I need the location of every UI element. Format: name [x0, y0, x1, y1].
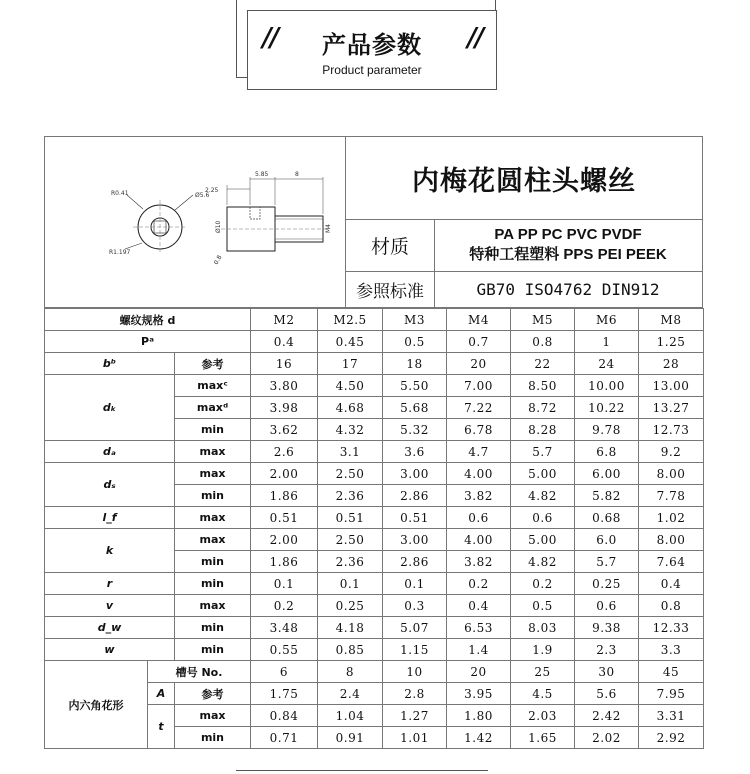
table-cell: 1.86	[251, 485, 318, 507]
table-cell: 12.33	[639, 617, 704, 639]
table-cell: 0.6	[511, 507, 575, 529]
table-row	[45, 617, 704, 639]
material-label: 材质	[346, 219, 435, 272]
table-cell: 2.42	[575, 705, 639, 727]
table-cell: 0.4	[447, 595, 511, 617]
dim-585: 5.85	[255, 171, 269, 178]
table-row	[45, 331, 704, 353]
table-cell: 1.04	[318, 705, 383, 727]
table-cell: 13.27	[639, 397, 704, 419]
row-sublabel: max	[175, 595, 251, 617]
table-cell: 2.3	[575, 639, 639, 661]
row-label: Pᵃ	[45, 331, 251, 353]
table-cell: 0.2	[511, 573, 575, 595]
table-cell: 3.82	[447, 485, 511, 507]
table-cell: 0.84	[251, 705, 318, 727]
row-sublabel: max	[175, 507, 251, 529]
table-cell: 30	[575, 661, 639, 683]
table-row	[45, 507, 704, 529]
row-sublabel: min	[175, 639, 251, 661]
table-cell: 7.95	[639, 683, 704, 705]
row-sublabel: min	[175, 617, 251, 639]
table-cell: 6.53	[447, 617, 511, 639]
table-cell: 5.32	[383, 419, 447, 441]
table-cell: 10	[383, 661, 447, 683]
table-cell: 4.82	[511, 485, 575, 507]
row-label: w	[45, 639, 175, 661]
table-cell: 2.50	[318, 463, 383, 485]
table-cell: 1.4	[447, 639, 511, 661]
table-cell: 0.85	[318, 639, 383, 661]
table-cell: 1.9	[511, 639, 575, 661]
table-cell: 1.80	[447, 705, 511, 727]
next-section-frame	[236, 770, 488, 774]
table-cell: 5.07	[383, 617, 447, 639]
table-cell: 2.92	[639, 727, 704, 749]
table-cell: 1.02	[639, 507, 704, 529]
table-cell: 0.8	[511, 331, 575, 353]
table-cell: 20	[447, 661, 511, 683]
table-cell: 4.50	[318, 375, 383, 397]
table-cell: 0.68	[575, 507, 639, 529]
table-cell: 3.3	[639, 639, 704, 661]
table-cell: 28	[639, 353, 704, 375]
row-label: bᵇ	[45, 353, 175, 375]
standard-label: 参照标准	[346, 271, 435, 307]
row-label: A	[148, 683, 175, 705]
header-slash-left: //	[262, 23, 277, 53]
dim-d10: Ø10	[215, 220, 222, 233]
table-cell: 0.91	[318, 727, 383, 749]
table-cell: 2.8	[383, 683, 447, 705]
table-cell: 1.75	[251, 683, 318, 705]
table-cell: 7.78	[639, 485, 704, 507]
row-sublabel: maxᵈ	[175, 397, 251, 419]
table-cell: 0.7	[447, 331, 511, 353]
table-cell: 0.1	[383, 573, 447, 595]
table-cell: 3.62	[251, 419, 318, 441]
table-cell: 1.65	[511, 727, 575, 749]
table-cell: 2.00	[251, 463, 318, 485]
table-cell: 9.2	[639, 441, 704, 463]
row-sublabel: min	[175, 419, 251, 441]
table-cell: 2.86	[383, 485, 447, 507]
table-cell: M2.5	[318, 309, 383, 331]
row-sublabel: max	[175, 529, 251, 551]
table-cell: 2.03	[511, 705, 575, 727]
dim-r041: R0.41	[111, 190, 129, 197]
dim-225: 2.25	[205, 187, 219, 194]
table-cell: 9.78	[575, 419, 639, 441]
table-row	[45, 529, 704, 551]
table-cell: 12.73	[639, 419, 704, 441]
screw-drawing-svg	[45, 137, 345, 307]
row-sublabel: 参考	[175, 683, 251, 705]
row-label: v	[45, 595, 175, 617]
row-sublabel: max	[175, 705, 251, 727]
table-cell: 3.1	[318, 441, 383, 463]
table-cell: 0.5	[383, 331, 447, 353]
table-cell: M2	[251, 309, 318, 331]
table-cell: 0.3	[383, 595, 447, 617]
material-line-1: PA PP PC PVC PVDF	[494, 226, 642, 243]
table-cell: 1.86	[251, 551, 318, 573]
table-cell: 7.22	[447, 397, 511, 419]
row-label: dₖ	[45, 375, 175, 441]
table-cell: 7.64	[639, 551, 704, 573]
product-name: 内梅花圆柱头螺丝	[346, 137, 702, 220]
table-cell: 0.6	[447, 507, 511, 529]
dim-8: 8	[295, 171, 299, 178]
table-cell: 4.18	[318, 617, 383, 639]
table-cell: 5.82	[575, 485, 639, 507]
table-cell: 3.00	[383, 463, 447, 485]
table-cell: 0.51	[383, 507, 447, 529]
table-cell: 2.36	[318, 551, 383, 573]
row-label: l_f	[45, 507, 175, 529]
dim-08: 0.8	[212, 254, 224, 266]
table-cell: 0.1	[251, 573, 318, 595]
table-cell: M4	[447, 309, 511, 331]
table-row	[45, 573, 704, 595]
table-cell: 8.00	[639, 463, 704, 485]
table-cell: M8	[639, 309, 704, 331]
row-sublabel: maxᶜ	[175, 375, 251, 397]
table-cell: 3.31	[639, 705, 704, 727]
table-cell: 4.00	[447, 529, 511, 551]
table-cell: 0.4	[251, 331, 318, 353]
section-title: 产品参数	[322, 31, 422, 59]
table-cell: M3	[383, 309, 447, 331]
table-cell: 4.5	[511, 683, 575, 705]
table-cell: 0.71	[251, 727, 318, 749]
row-sublabel: max	[175, 463, 251, 485]
table-cell: 8.28	[511, 419, 575, 441]
hex-group-label: 内六角花形	[45, 661, 148, 749]
table-row	[45, 463, 704, 485]
product-info-box	[44, 136, 703, 308]
table-cell: 8.00	[639, 529, 704, 551]
table-cell: 0.51	[251, 507, 318, 529]
table-cell: 0.6	[575, 595, 639, 617]
table-cell: 0.25	[318, 595, 383, 617]
table-row	[45, 375, 704, 397]
row-label: r	[45, 573, 175, 595]
row-label: d_w	[45, 617, 175, 639]
table-cell: 8.72	[511, 397, 575, 419]
table-cell: M5	[511, 309, 575, 331]
table-cell: 4.32	[318, 419, 383, 441]
row-label: dₛ	[45, 463, 175, 507]
row-sublabel: min	[175, 573, 251, 595]
table-cell: 0.55	[251, 639, 318, 661]
table-row	[45, 595, 704, 617]
dim-d56: Ø5.6	[195, 192, 210, 199]
table-cell: 0.5	[511, 595, 575, 617]
row-sublabel: min	[175, 551, 251, 573]
table-cell: 5.50	[383, 375, 447, 397]
dim-r1197: R1.197	[109, 249, 131, 256]
table-cell: 6.0	[575, 529, 639, 551]
table-row	[45, 639, 704, 661]
table-cell: 3.00	[383, 529, 447, 551]
table-cell: 0.25	[575, 573, 639, 595]
table-cell: 24	[575, 353, 639, 375]
table-cell: 5.00	[511, 463, 575, 485]
table-cell: 4.68	[318, 397, 383, 419]
table-cell: 22	[511, 353, 575, 375]
table-cell: 0.1	[318, 573, 383, 595]
table-cell: 0.2	[447, 573, 511, 595]
row-sublabel: min	[175, 485, 251, 507]
table-cell: 2.02	[575, 727, 639, 749]
table-cell: 6.78	[447, 419, 511, 441]
table-cell: 2.00	[251, 529, 318, 551]
row-label: 螺纹规格 d	[45, 309, 251, 331]
table-cell: 2.86	[383, 551, 447, 573]
table-cell: 1.15	[383, 639, 447, 661]
table-cell: 3.82	[447, 551, 511, 573]
table-cell: 5.7	[575, 551, 639, 573]
table-cell: 0.45	[318, 331, 383, 353]
table-row	[45, 309, 704, 331]
table-cell: 5.68	[383, 397, 447, 419]
header-frame	[247, 10, 497, 90]
table-cell: M6	[575, 309, 639, 331]
table-cell: 9.38	[575, 617, 639, 639]
table-cell: 0.8	[639, 595, 704, 617]
row-label: dₐ	[45, 441, 175, 463]
row-sublabel: max	[175, 441, 251, 463]
technical-drawing	[45, 137, 346, 307]
table-cell: 4.7	[447, 441, 511, 463]
table-cell: 1.25	[639, 331, 704, 353]
table-cell: 25	[511, 661, 575, 683]
table-cell: 17	[318, 353, 383, 375]
table-cell: 5.00	[511, 529, 575, 551]
spec-table-body	[45, 309, 704, 749]
table-row	[45, 661, 704, 683]
table-cell: 4.82	[511, 551, 575, 573]
table-cell: 13.00	[639, 375, 704, 397]
table-cell: 7.00	[447, 375, 511, 397]
table-cell: 20	[447, 353, 511, 375]
table-cell: 3.98	[251, 397, 318, 419]
table-cell: 5.6	[575, 683, 639, 705]
header-slash-right: //	[467, 23, 482, 53]
table-cell: 16	[251, 353, 318, 375]
table-cell: 3.48	[251, 617, 318, 639]
row-label: t	[148, 705, 175, 749]
row-sublabel: 槽号 No.	[148, 661, 251, 683]
table-cell: 1.01	[383, 727, 447, 749]
table-cell: 18	[383, 353, 447, 375]
table-cell: 6.8	[575, 441, 639, 463]
spec-table	[44, 308, 704, 749]
dim-m4: M4	[325, 224, 332, 233]
table-cell: 0.4	[639, 573, 704, 595]
row-sublabel: 参考	[175, 353, 251, 375]
table-cell: 2.6	[251, 441, 318, 463]
material-value	[434, 219, 702, 272]
table-row	[45, 353, 704, 375]
table-cell: 3.80	[251, 375, 318, 397]
table-row	[45, 441, 704, 463]
standard-value: GB70 ISO4762 DIN912	[476, 279, 660, 299]
table-cell: 8	[318, 661, 383, 683]
table-cell: 1.27	[383, 705, 447, 727]
table-cell: 8.03	[511, 617, 575, 639]
table-cell: 45	[639, 661, 704, 683]
table-cell: 6.00	[575, 463, 639, 485]
table-cell: 3.6	[383, 441, 447, 463]
table-cell: 0.2	[251, 595, 318, 617]
table-cell: 8.50	[511, 375, 575, 397]
table-cell: 10.00	[575, 375, 639, 397]
table-cell: 1.42	[447, 727, 511, 749]
table-cell: 6	[251, 661, 318, 683]
table-cell: 4.00	[447, 463, 511, 485]
row-label: k	[45, 529, 175, 573]
table-cell: 0.51	[318, 507, 383, 529]
table-cell: 2.36	[318, 485, 383, 507]
table-cell: 5.7	[511, 441, 575, 463]
table-cell: 3.95	[447, 683, 511, 705]
table-cell: 2.50	[318, 529, 383, 551]
table-cell: 1	[575, 331, 639, 353]
table-cell: 2.4	[318, 683, 383, 705]
row-sublabel: min	[175, 727, 251, 749]
table-cell: 10.22	[575, 397, 639, 419]
material-line-2: 特种工程塑料 PPS PEI PEEK	[469, 246, 667, 263]
section-subtitle: Product parameter	[322, 63, 422, 77]
